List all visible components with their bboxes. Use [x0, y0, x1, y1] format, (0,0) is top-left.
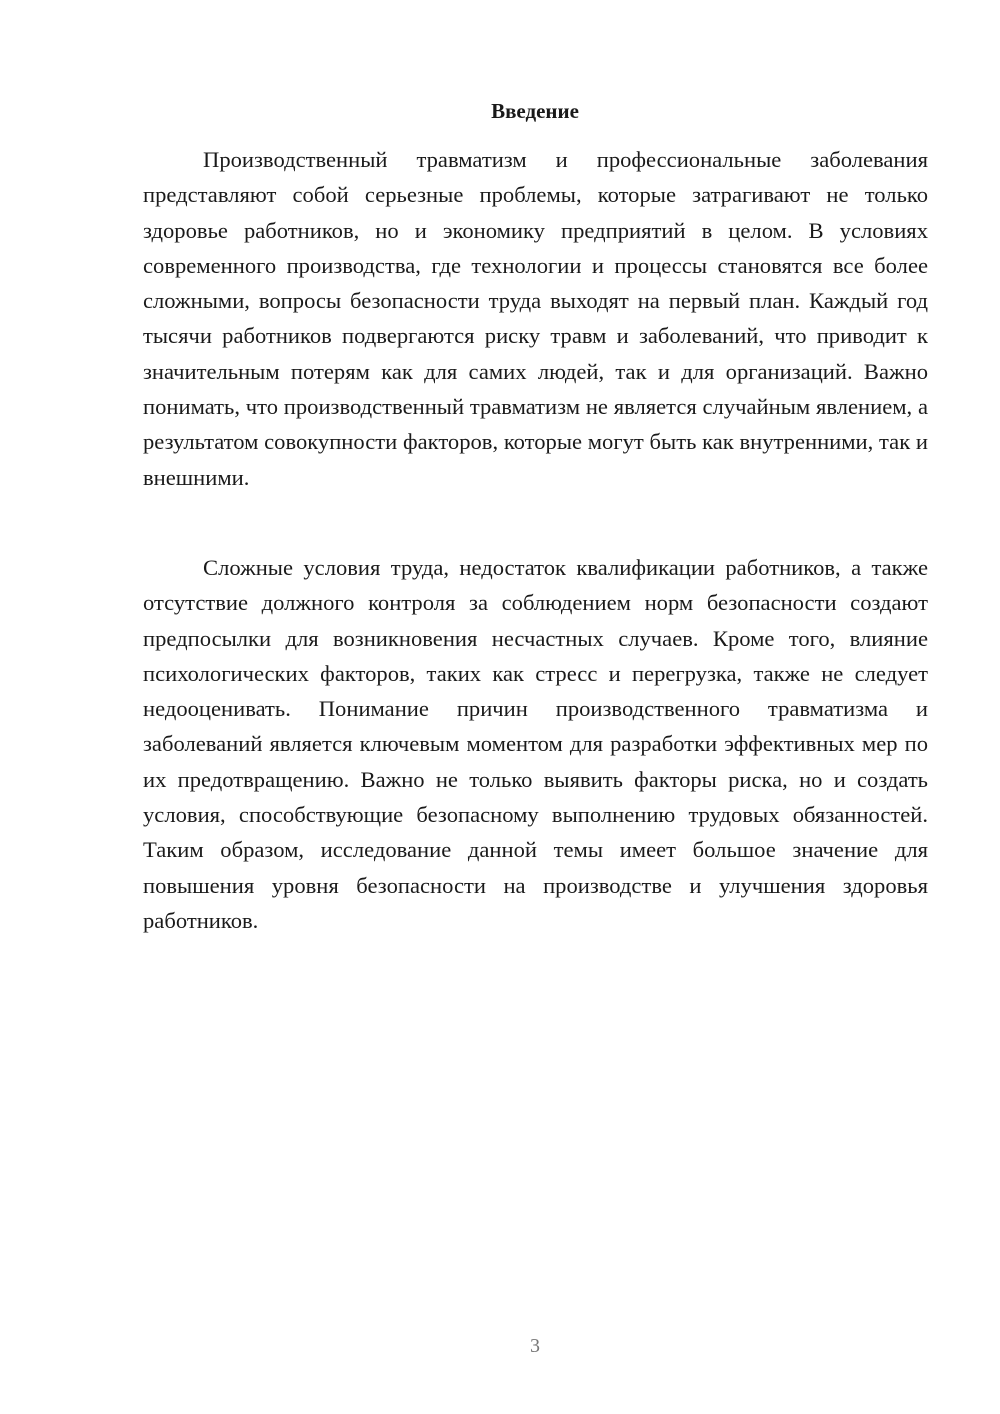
page-number: 3 — [530, 1335, 540, 1357]
section-title: Введение — [491, 99, 579, 123]
paragraph-2: Сложные условия труда, недостаток квалификации работников, а также отсутствие должного контроля за соблюдением норм безопасности создают предпосылки для возникновения несчастных случаев. Кроме того, влияние психологических факторов, таких как стресс и перегрузка, также не следует недооценивать. Понимание причин производственного травматизма и заболеваний является ключевым моментом для разработки эффективных мер по их предотвращению. Важно не только выявить факторы риска, но и создать условия, способствующие безопасному выполнению трудовых обязанностей. Таким образом, исследование данной темы имеет большое значение для повышения уровня безопасности на производстве и улучшения здоровья работников. — [143, 555, 928, 933]
paragraph-1: Производственный травматизм и профессиональные заболевания представляют собой серьезные проблемы, которые затрагивают не только здоровье работников, но и экономику предприятий в целом. В условиях современного производства, где технологии и процессы становятся все более сложными, вопросы безопасности труда выходят на первый план. Каждый год тысячи работников подвергаются риску травм и заболеваний, что приводит к значительным потерям как для самих людей, так и для организаций. Важно понимать, что производственный травматизм не является случайным явлением, а результатом совокупности факторов, которые могут быть как внутренними, так и внешними. — [143, 147, 928, 490]
